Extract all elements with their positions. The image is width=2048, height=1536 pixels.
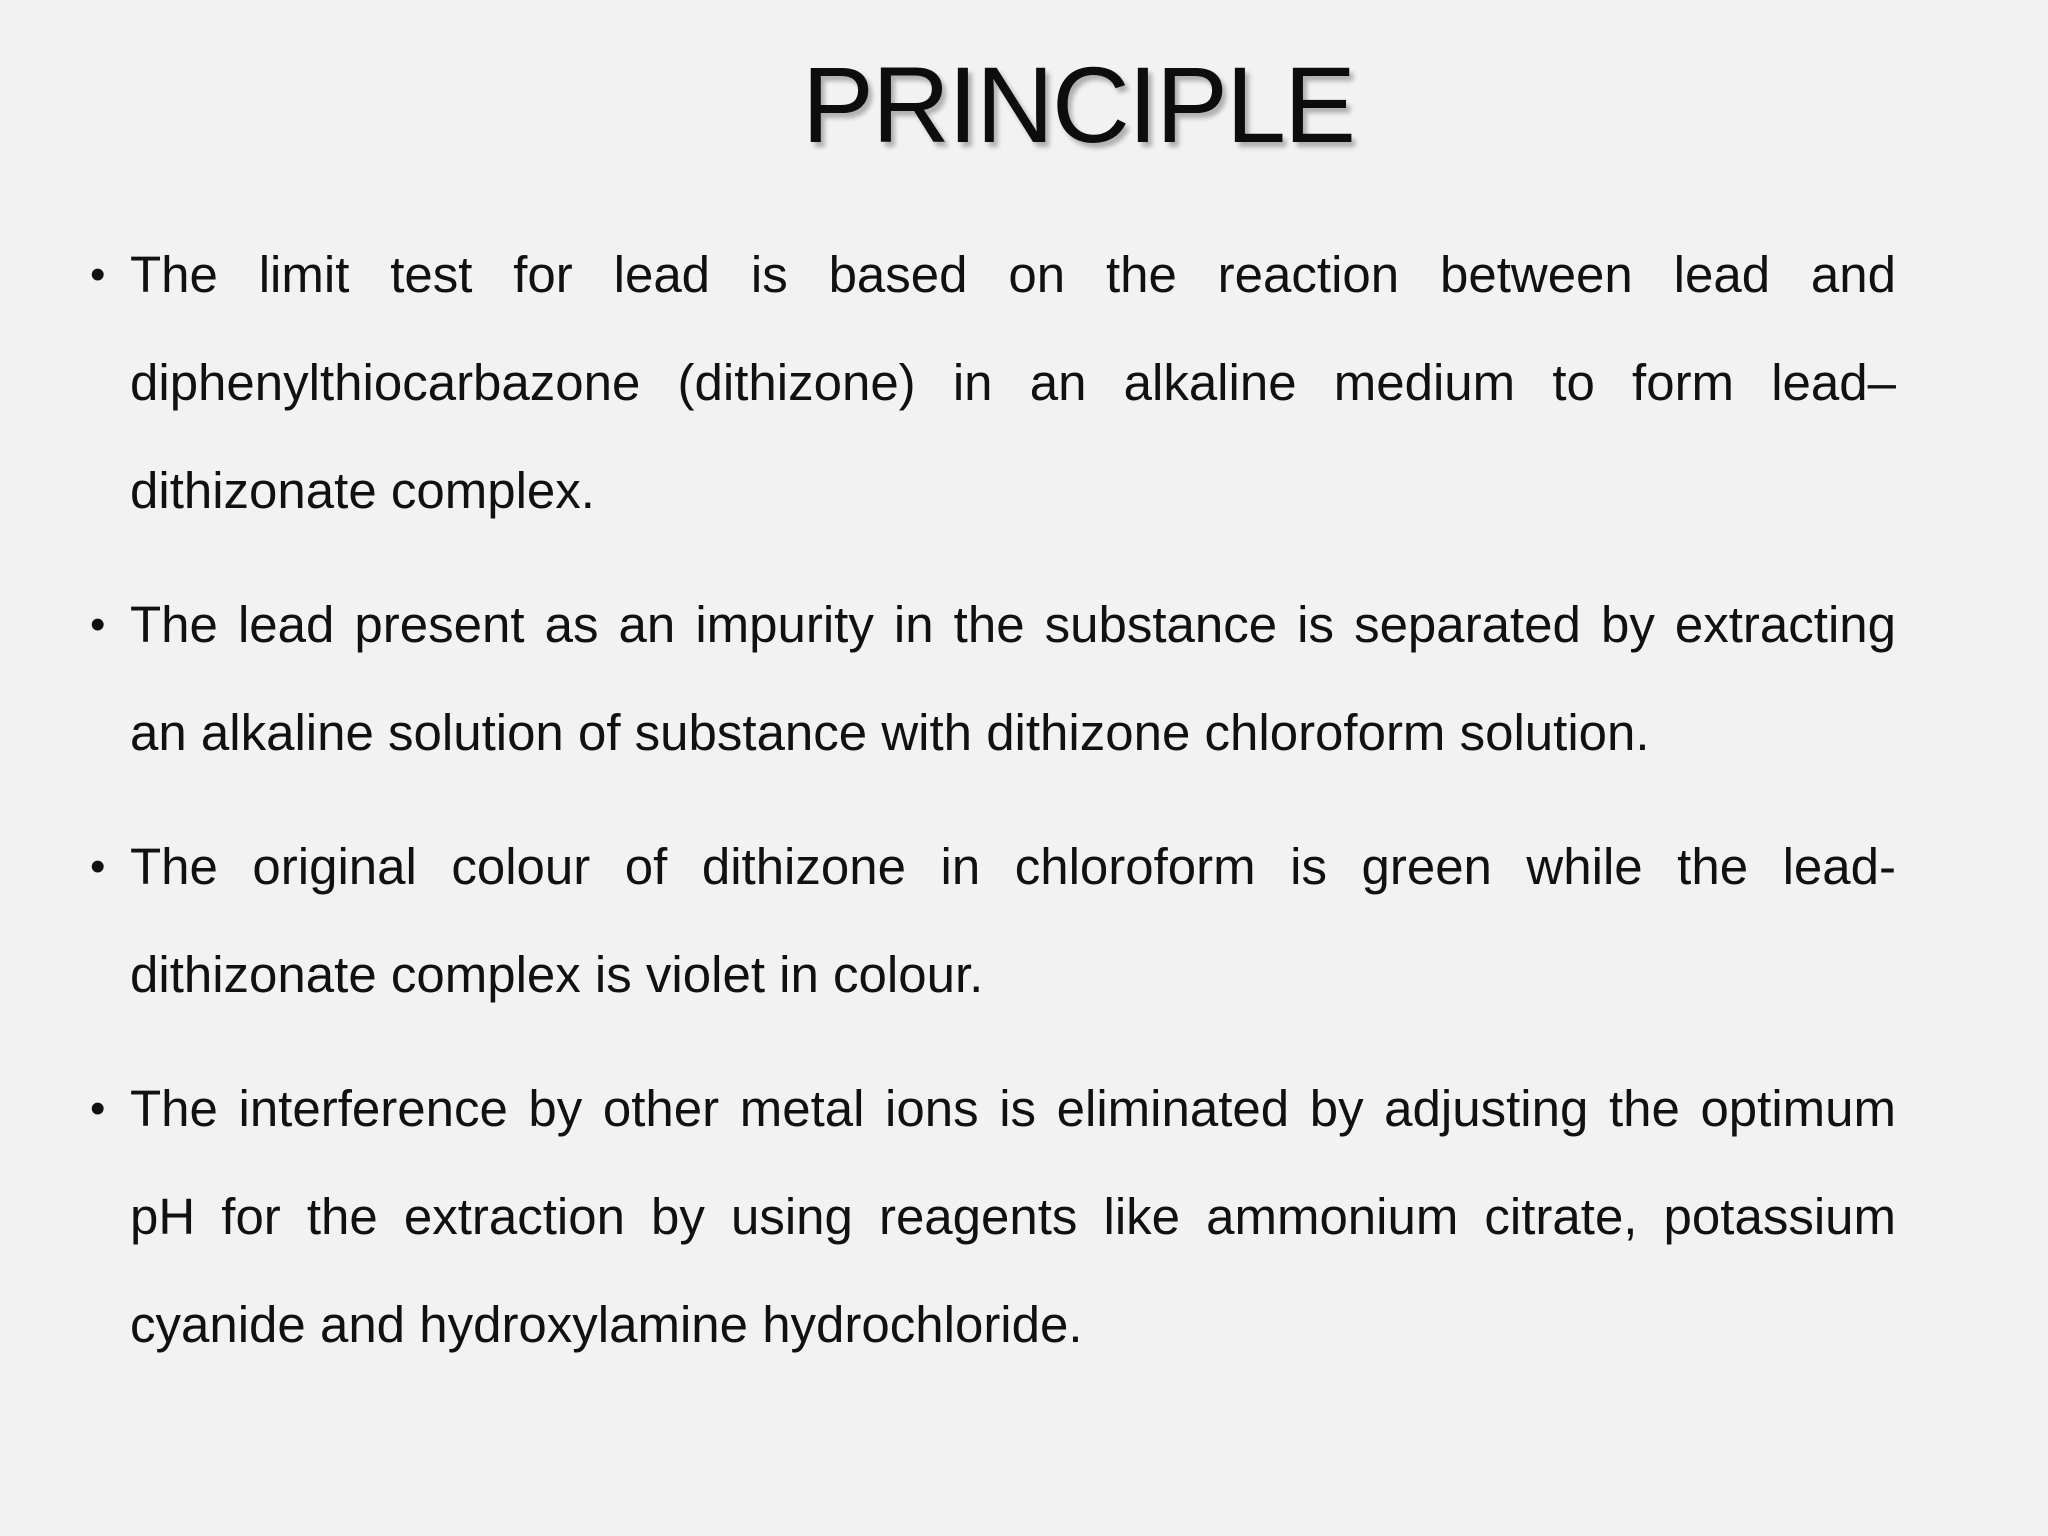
bullet-item-1: [90, 221, 1896, 545]
bullet-marker: •: [90, 600, 106, 649]
bullet-item-3: [90, 813, 1896, 1029]
bullet-item-2: [90, 571, 1896, 787]
bullet-item-4: [90, 1055, 1896, 1379]
bullet-marker: •: [90, 250, 106, 299]
bullet-text: The interference by other metal ions is eliminated by adjusting the optimum pH for the extraction by using reagents like ammonium citrate, potassium cyanide and hydroxylamine hydrochloride.: [130, 1080, 1896, 1353]
bullet-marker: •: [90, 842, 106, 891]
bullet-text: The original colour of dithizone in chloroform is green while the lead-dithizonate complex is violet in colour.: [130, 838, 1896, 1003]
bullet-text: The limit test for lead is based on the reaction between lead and diphenylthiocarbazone (dithizone) in an alkaline medium to form lead–dithizonate complex.: [130, 246, 1896, 519]
slide-title: [0, 40, 2048, 170]
bullet-text: The lead present as an impurity in the substance is separated by extracting an alkaline solution of substance with dithizone chloroform solution.: [130, 596, 1896, 761]
slide-title-text: PRINCIPLE: [801, 44, 1355, 165]
bullet-list: [90, 221, 1896, 1405]
bullet-marker: •: [90, 1084, 106, 1133]
